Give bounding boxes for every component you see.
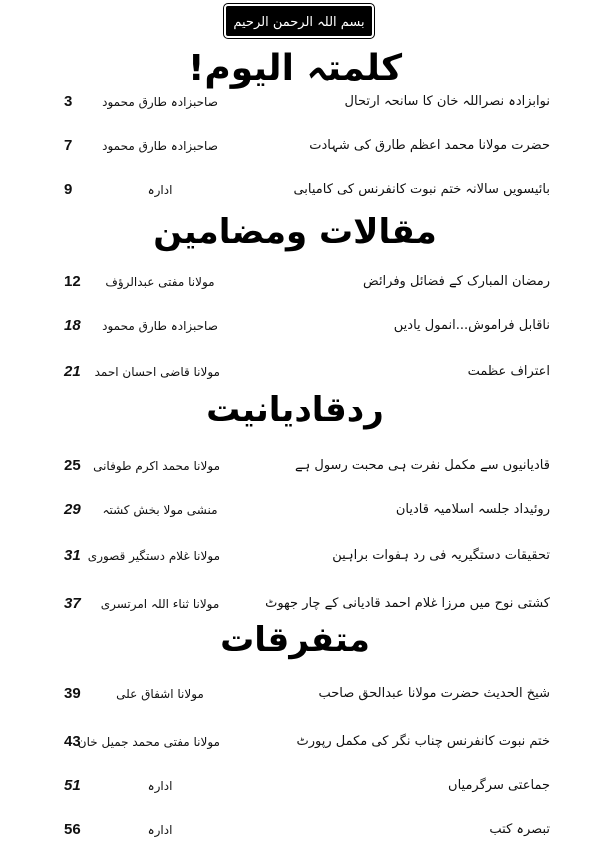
entry-author: صاحبزادہ طارق محمود — [102, 95, 218, 109]
entry-title: حضرت مولانا محمد اعظم طارق کی شہادت — [309, 138, 550, 153]
entry-author: مولانا قاضی احسان احمد — [94, 365, 220, 379]
toc-entry[interactable] — [0, 680, 590, 708]
toc-entry[interactable] — [0, 132, 590, 160]
section-heading-radd-e-qadianiyat: ردقادیانیت — [206, 390, 384, 430]
entry-page-number: 3 — [64, 93, 73, 110]
entry-author: مولانا مفتی محمد جمیل خان — [77, 735, 220, 749]
entry-author: مولانا محمد اکرم طوفانی — [93, 459, 220, 473]
entry-author: صاحبزادہ طارق محمود — [102, 319, 218, 333]
entry-title: تحقیقات دستگیریہ فی رد ہفوات براہین — [332, 548, 550, 563]
entry-page-number: 43 — [64, 733, 81, 750]
entry-title: ناقابل فراموش...انمول یادیں — [393, 318, 550, 333]
section-heading-maqalat-o-mazameen: مقالات ومضامین — [153, 212, 437, 252]
toc-entry[interactable] — [0, 542, 590, 570]
toc-entry[interactable] — [0, 452, 590, 480]
entry-title: اعتراف عظمت — [467, 364, 550, 379]
section-heading-kalimat-ul-yaum: کلمتہ الیوم! — [187, 48, 402, 89]
toc-entry[interactable] — [0, 728, 590, 756]
toc-entry[interactable] — [0, 312, 590, 340]
entry-author: مولانا غلام دستگیر قصوری — [87, 549, 220, 563]
entry-page-number: 7 — [64, 137, 73, 154]
entry-title: جماعتی سرگرمیاں — [448, 778, 550, 793]
entry-page-number: 37 — [64, 595, 81, 612]
entry-page-number: 56 — [64, 821, 81, 838]
toc-entry[interactable] — [0, 496, 590, 524]
entry-title: تبصرہ کتب — [489, 822, 550, 837]
entry-title: رمضان المبارک کے فضائل وفرائض — [363, 274, 550, 289]
entry-author: مولانا مفتی عبدالرؤف — [105, 275, 215, 289]
entry-page-number: 9 — [64, 181, 73, 198]
entry-author: ادارہ — [147, 779, 173, 793]
entry-page-number: 25 — [64, 457, 81, 474]
toc-entry[interactable] — [0, 772, 590, 800]
toc-entry[interactable] — [0, 590, 590, 618]
entry-title: بائیسویں سالانہ ختم نبوت کانفرنس کی کامیابی — [293, 182, 550, 197]
toc-entry[interactable] — [0, 816, 590, 844]
entry-author: مولانا اشفاق علی — [116, 687, 204, 701]
entry-title: کشتی نوح میں مرزا غلام احمد قادیانی کے چار جھوٹ — [265, 596, 550, 611]
entry-page-number: 51 — [64, 777, 81, 794]
entry-title: ختم نبوت کانفرنس چناب نگر کی مکمل رپورٹ — [296, 734, 550, 749]
entry-page-number: 21 — [64, 363, 81, 380]
entry-author: صاحبزادہ طارق محمود — [102, 139, 218, 153]
entry-author: منشی مولا بخش کشتہ — [102, 503, 218, 517]
entry-title: نوابزادہ نصراللہ خان کا سانحہ ارتحال — [344, 94, 550, 109]
entry-page-number: 39 — [64, 685, 81, 702]
entry-page-number: 12 — [64, 273, 81, 290]
entry-title: قادیانیوں سے مکمل نفرت ہی محبت رسول ہے — [295, 458, 550, 473]
toc-entry[interactable] — [0, 358, 590, 386]
entry-page-number: 29 — [64, 501, 81, 518]
toc-entry[interactable] — [0, 176, 590, 204]
entry-author: ادارہ — [147, 823, 173, 837]
bismillah-banner: بسم اللہ الرحمن الرحیم — [226, 6, 372, 36]
entry-page-number: 18 — [64, 317, 81, 334]
entry-title: شیخ الحدیث حضرت مولانا عبدالحق صاحب — [318, 686, 550, 701]
toc-entry[interactable] — [0, 268, 590, 296]
section-heading-mutafarriqat: متفرقات — [220, 620, 370, 660]
entry-title: روئیداد جلسہ اسلامیہ قادیان — [395, 502, 550, 517]
entry-author: ادارہ — [147, 183, 173, 197]
entry-author: مولانا ثناء اللہ امرتسری — [100, 597, 220, 611]
toc-entry[interactable] — [0, 88, 590, 116]
entry-page-number: 31 — [64, 547, 81, 564]
